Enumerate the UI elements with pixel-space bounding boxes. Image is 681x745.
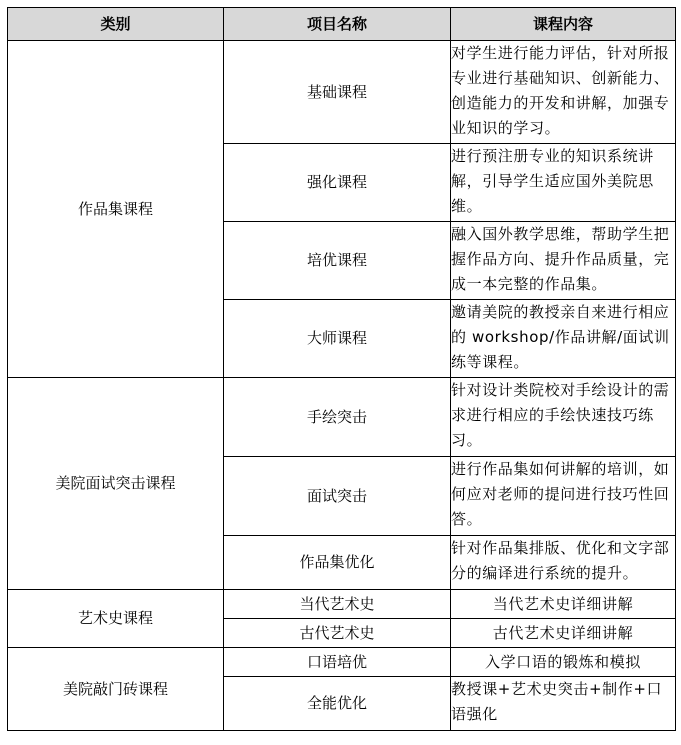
project-name-cell: 口语培优 [224,648,451,677]
course-content-cell: 对学生进行能力评估，针对所报专业进行基础知识、创新能力、创造能力的开发和讲解，加强专业知识的学习。 [451,41,676,144]
course-table [7,7,676,731]
table-row [8,378,676,457]
project-name-cell: 面试突击 [224,457,451,536]
table-row [8,590,676,619]
project-name-cell: 大师课程 [224,300,451,378]
category-cell: 艺术史课程 [8,590,224,648]
project-name-cell: 当代艺术史 [224,590,451,619]
course-content-cell: 教授课+艺术史突击+制作+口语强化 [451,677,676,731]
project-name-cell: 手绘突击 [224,378,451,457]
course-content-cell: 当代艺术史详细讲解 [451,590,676,619]
header-project-name: 项目名称 [224,8,451,41]
course-content-cell: 入学口语的锻炼和模拟 [451,648,676,677]
header-category: 类别 [8,8,224,41]
course-content-cell: 针对设计类院校对手绘设计的需求进行相应的手绘快速技巧练习。 [451,378,676,457]
course-content-cell: 进行预注册专业的知识系统讲解，引导学生适应国外美院思维。 [451,144,676,222]
table-row [8,648,676,677]
project-name-cell: 强化课程 [224,144,451,222]
project-name-cell: 全能优化 [224,677,451,731]
course-content-cell: 古代艺术史详细讲解 [451,619,676,648]
project-name-cell: 作品集优化 [224,536,451,590]
course-content-cell: 邀请美院的教授亲自来进行相应的 workshop/作品讲解/面试训练等课程。 [451,300,676,378]
course-content-cell: 进行作品集如何讲解的培训，如何应对老师的提问进行技巧性回答。 [451,457,676,536]
table-row [8,41,676,144]
course-content-cell: 融入国外教学思维，帮助学生把握作品方向、提升作品质量，完成一本完整的作品集。 [451,222,676,300]
project-name-cell: 古代艺术史 [224,619,451,648]
header-row [8,8,676,41]
project-name-cell: 基础课程 [224,41,451,144]
category-cell: 美院面试突击课程 [8,378,224,590]
category-cell: 美院敲门砖课程 [8,648,224,731]
project-name-cell: 培优课程 [224,222,451,300]
category-cell: 作品集课程 [8,41,224,378]
header-course-content: 课程内容 [451,8,676,41]
course-content-cell: 针对作品集排版、优化和文字部分的编译进行系统的提升。 [451,536,676,590]
